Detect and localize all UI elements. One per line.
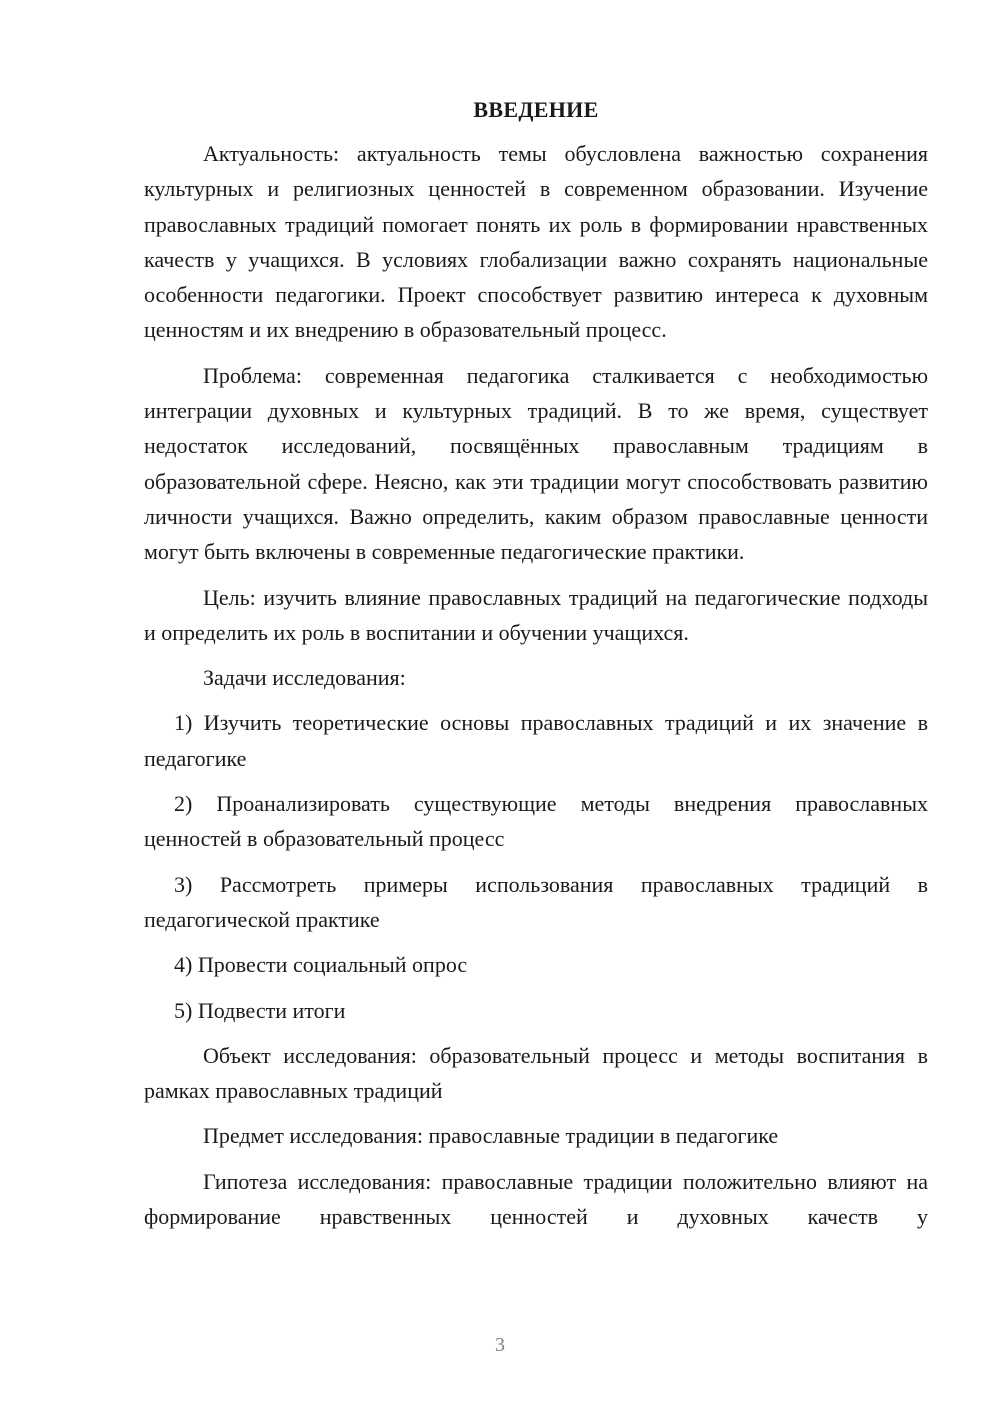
- goal-paragraph: Цель: изучить влияние православных традиций на педагогические подходы и определить их роль в воспитании и обучении учащихся.: [144, 584, 928, 645]
- page-number: 3: [495, 1334, 505, 1356]
- task-item-1: 1) Изучить теоретические основы православных традиций и их значение в педагогике: [144, 710, 928, 771]
- tasks-heading: Задачи исследования:: [203, 665, 406, 691]
- research-object-paragraph: Объект исследования: образовательный процесс и методы воспитания в рамках православных традиций: [144, 1042, 928, 1104]
- task-item-4: 4) Провести социальный опрос: [174, 952, 468, 978]
- task-item-5: 5) Подвести итоги: [174, 997, 346, 1023]
- research-subject-paragraph: Предмет исследования: православные традиции в педагогике: [203, 1123, 779, 1149]
- task-item-3: 3) Рассмотреть примеры использования православных традиций в педагогической практике: [144, 871, 928, 932]
- problem-paragraph: Проблема: современная педагогика сталкивается с необходимостью интеграции духовных и культурных традиций. В то же время, существует недостаток исследований, посвящённых православным традициям в образовательной сфере. Неясно, как эти традиции могут способствовать развитию личности учащихся. Важно определить, каким образом православные ценности могут быть включены в современные педагогические практики.: [144, 362, 928, 565]
- hypothesis-paragraph: Гипотеза исследования: православные традиции положительно влияют на формирование нравственных ценностей и духовных качеств у: [144, 1168, 928, 1230]
- task-item-2: 2) Проанализировать существующие методы внедрения православных ценностей в образовательный процесс: [144, 791, 928, 852]
- page-content: [144, 96, 928, 1244]
- section-heading: ВВЕДЕНИЕ: [473, 97, 599, 122]
- relevance-paragraph: Актуальность: актуальность темы обусловлена важностью сохранения культурных и религиозных ценностей в современном образовании. Изучение православных традиций помогает понять их роль в формировании нравственных качеств у учащихся. В условиях глобализации важно сохранять национальные особенности педагогики. Проект способствует развитию интереса к духовным ценностям и их внедрению в образовательный процесс.: [144, 141, 928, 343]
